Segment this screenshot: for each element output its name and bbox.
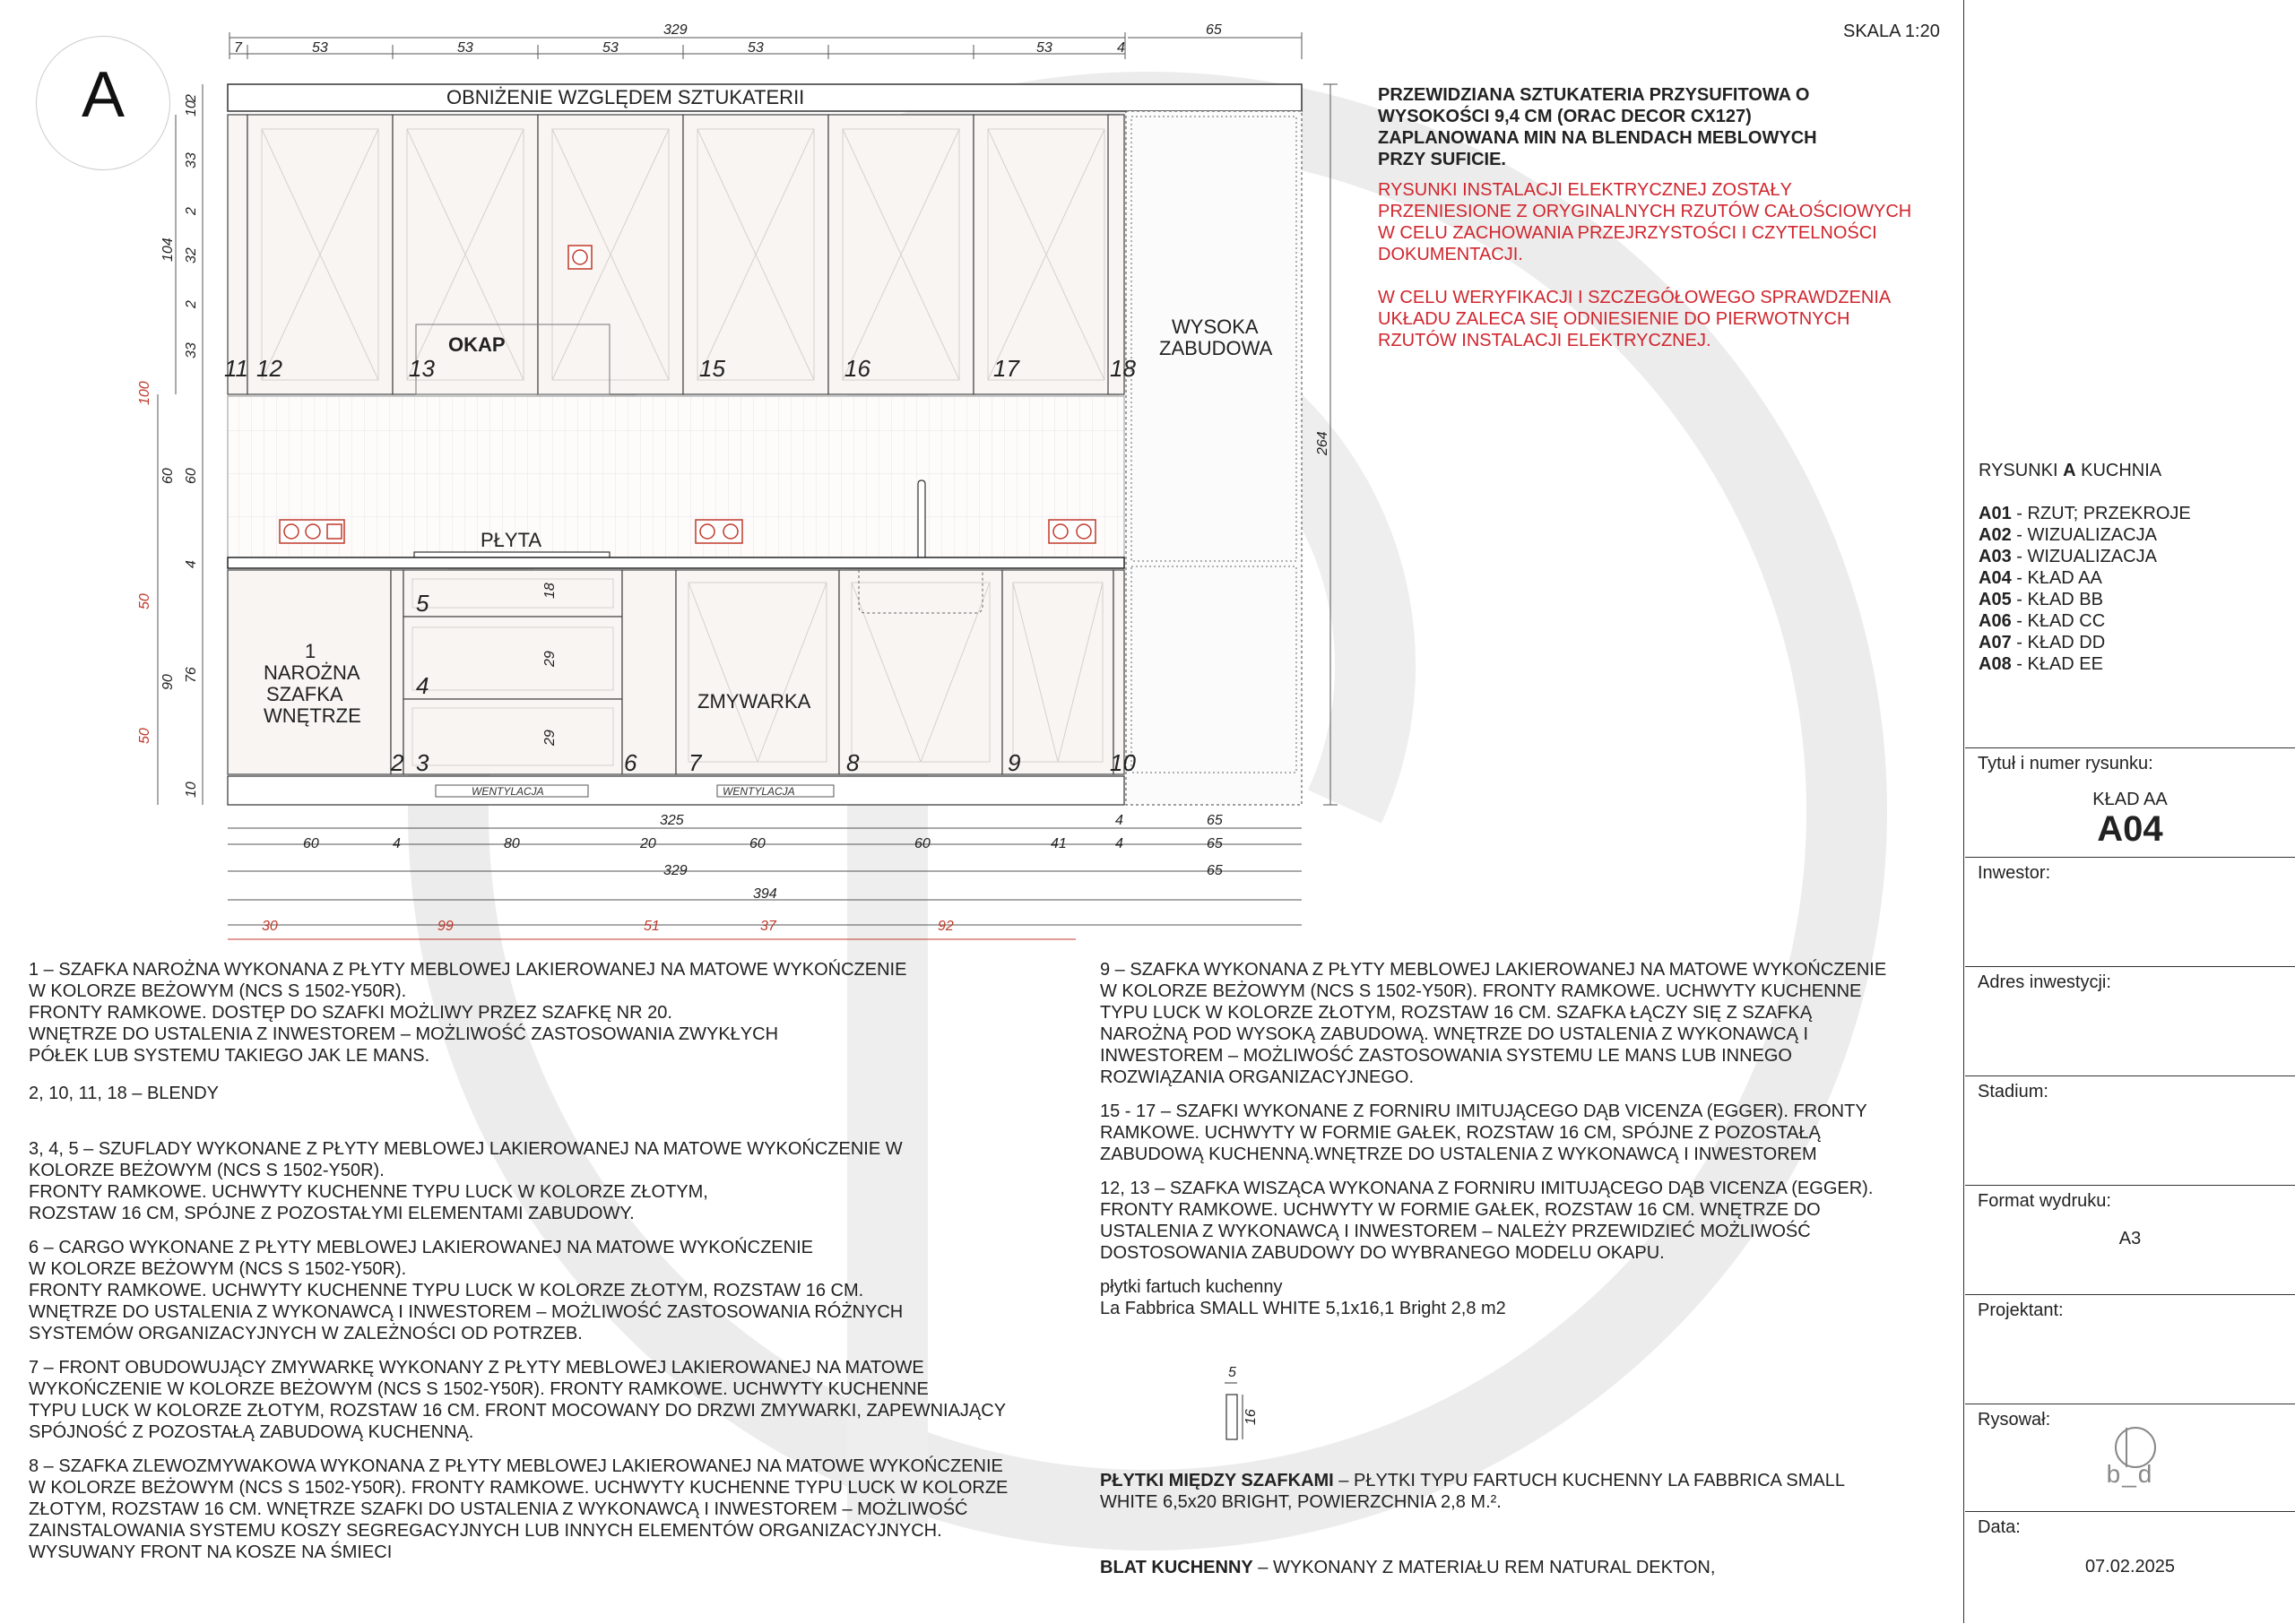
bottom-dim: 4 [393, 836, 401, 851]
bottom-dim: 4 [1115, 813, 1123, 828]
tile-dim: 16 [1243, 1409, 1259, 1425]
note-item: płytki fartuch kuchenny La Fabbrica SMALL WHITE 5,1x16,1 Bright 2,8 m2 [1100, 1277, 1506, 1318]
corner-label: 1 [305, 640, 316, 662]
title-name: KŁAD AA [2092, 790, 2168, 809]
cabinet-number: 10 [1110, 749, 1136, 776]
legend-item: A02 - WIZUALIZACJA [1979, 525, 2157, 545]
upper-cabinets [228, 115, 1124, 394]
corner-label: SZAFKA [266, 683, 343, 705]
cabinet-number: 5 [416, 590, 429, 617]
bottom-dim: 4 [1115, 836, 1123, 851]
format-value: A3 [2118, 1229, 2142, 1248]
bottom-dim-red: 51 [644, 919, 660, 934]
top-dim-seg: 53 [748, 40, 764, 56]
hob-label: PŁYTA [481, 529, 542, 551]
cabinet-number: 13 [409, 355, 435, 382]
left-dim: 2 [184, 300, 199, 308]
left-dim: 76 [184, 667, 199, 683]
bottom-dim: 329 [663, 863, 688, 878]
note-item: 6 – CARGO WYKONANE Z PŁYTY MEBLOWEJ LAKIEROWANEJ NA MATOWE WYKOŃCZENIE W KOLORZE BEŻOWYM (NCS S 1502-Y50R). FRONTY RAMKOWE. UCHWYTY KUCHENNE TYPU LUCK W KOLORZE ZŁOTYM, ROZSTAW 16 CM. WNĘTRZE DO USTALENIA Z WYKONAWCĄ I INWESTOREM – MOŻLIWOŚĆ ZASTOSOWANIA RÓŻNYCH SYSTEMÓW ORGANIZACYJNYCH W ZALEŻNOŚCI OD POTRZEB. [29, 1238, 904, 1343]
top-dim-right: 65 [1206, 22, 1222, 38]
cabinet-number: 3 [416, 749, 429, 776]
cabinet-number: 6 [624, 749, 637, 776]
counter-note [1100, 1557, 1952, 1578]
note-item: 1 – SZAFKA NAROŻNA WYKONANA Z PŁYTY MEBLOWEJ LAKIEROWANEJ NA MATOWE WYKOŃCZENIE W KOLORZE BEŻOWYM (NCS S 1502-Y50R). FRONTY RAMKOWE. DOSTĘP DO SZAFKI MOŻLIWY PRZEZ SZAFKĘ NR 20. WNĘTRZE DO USTALENIA Z INWESTOREM – MOŻLIWOŚĆ ZASTOSOWANIA ZWYKŁYCH PÓŁEK LUB SYSTEMU TAKIEGO JAK LE MANS. [29, 960, 907, 1066]
annotation-molding: PRZEWIDZIANA SZTUKATERIA PRZYSUFITOWA O WYSOKOŚCI 9,4 CM (ORAC DECOR CX127) ZAPLANOWANA MIN NA BLENDACH MEBLOWYCH PRZY SUFICIE. [1378, 85, 1817, 169]
top-dim-seg: 53 [312, 40, 328, 56]
legend-item: A06 - KŁAD CC [1979, 611, 2106, 631]
notes-right [1100, 959, 1961, 1319]
left-dim: 2 [184, 207, 199, 215]
note-item: 7 – FRONT OBUDOWUJĄCY ZMYWARKĘ WYKONANY Z PŁYTY MEBLOWEJ LAKIEROWANEJ NA MATOWE WYKOŃCZENIE W KOLORZE BEŻOWYM (NCS S 1502-Y50R). FRONTY RAMKOWE. UCHWYTY KUCHENNE TYPU LUCK W KOLORZE ZŁOTYM, ROZSTAW 16 CM. FRONT MOCOWANY DO DRZWI ZMYWARKI, ZAPEWNIAJĄCY SPÓJNOŚĆ Z POZOSTAŁĄ ZABUDOWĄ KUCHENNĄ. [29, 1358, 1007, 1442]
investor-cell: Inwestor: [1965, 857, 2295, 967]
bottom-dim-red: 30 [262, 919, 278, 934]
legend-item: A01 - RZUT; PRZEKROJE [1979, 504, 2191, 523]
annotation-electrical: RYSUNKI INSTALACJI ELEKTRYCZNEJ ZOSTAŁY PRZENIESIONE Z ORYGINALNYCH RZUTÓW CAŁOŚCIOWYCH W CELU ZACHOWANIA PRZEJRZYSTOŚCI I CZYTELNOŚCI DOKUMENTACJI. [1378, 180, 1912, 264]
note-item: 12, 13 – SZAFKA WISZĄCA WYKONANA Z FORNIRU IMITUJĄCEGO DĄB VICENZA (EGGER). FRONTY RAMKOWE. UCHWYTY W FORMIE GAŁEK, ROZSTAW 16 CM. WNĘTRZE DO USTALENIA Z WYKONAWCĄ I INWESTOREM – NALEŻY PRZEWIDZIEĆ MOŻLIWOŚĆ DOSTOSOWANIA ZABUDOWY DO WYBRANEGO MODELU OKAPU. [1100, 1179, 1874, 1263]
tiles-note-title: PŁYTKI MIĘDZY SZAFKAMI [1100, 1471, 1334, 1490]
top-dim-seg: 7 [234, 40, 242, 56]
counter-note-text: – WYKONANY Z MATERIAŁU REM NATURAL DEKTON, [1252, 1558, 1716, 1577]
height-dim: 264 [1315, 431, 1330, 455]
logo-text: b_d [2106, 1460, 2154, 1488]
sheet-letter-circle [36, 36, 170, 170]
designer-cell: Projektant: [1965, 1294, 2295, 1404]
drawing-legend [1979, 461, 2191, 675]
cabinet-number: 2 [391, 749, 404, 776]
tall-unit [1126, 111, 1302, 805]
date-cell: Data: 07.02.2025 [1965, 1511, 2295, 1624]
countertop [228, 557, 1124, 568]
cabinet-number: 8 [846, 749, 860, 776]
left-dim: 10 [184, 100, 199, 117]
bottom-dim: 65 [1207, 863, 1223, 878]
top-dim-seg: 53 [1036, 40, 1052, 56]
left-dim: 60 [160, 468, 176, 484]
title-cell: Tytuł i numer rysunku: KŁAD AA A04 [1965, 747, 2295, 858]
top-dim-seg: 53 [457, 40, 473, 56]
annotation-verification: W CELU WERYFIKACJI I SZCZEGÓŁOWEGO SPRAWDZENIA UKŁADU ZALECA SIĘ ODNIESIENIE DO PIERWOTNYCH RZUTÓW INSTALACJI ELEKTRYCZNEJ. [1378, 288, 1892, 350]
hob [414, 552, 610, 557]
bottom-dim: 60 [303, 836, 319, 851]
tall-unit-label: WYSOKA [1172, 315, 1259, 338]
notes-left [29, 959, 1096, 1563]
cabinet-number: 16 [844, 355, 870, 382]
corner-label: WNĘTRZE [264, 704, 361, 727]
bottom-dim-red: 99 [437, 919, 454, 934]
plinth [228, 776, 1124, 805]
left-dim-red: 50 [137, 593, 152, 609]
legend-item: A08 - KŁAD EE [1979, 654, 2103, 674]
stage-cell: Stadium: [1965, 1075, 2295, 1186]
cabinet-number: 7 [688, 749, 702, 776]
sheet-letter: A [81, 59, 126, 131]
bottom-dim: 60 [914, 836, 931, 851]
cabinet-number: 17 [993, 355, 1019, 382]
cabinet-number: 4 [416, 672, 429, 699]
bottom-dim: 394 [753, 886, 777, 902]
drawer-dim: 29 [542, 651, 558, 667]
bottom-dim-red: 92 [938, 919, 954, 934]
legend-item: A05 - KŁAD BB [1979, 590, 2103, 609]
cabinet-number: 12 [256, 355, 282, 382]
tiles-note [1100, 1470, 1952, 1513]
left-dim: 33 [184, 152, 199, 168]
left-dim-red: 50 [137, 728, 152, 744]
hood-label: OKAP [448, 333, 506, 356]
cabinet-number: 18 [1110, 355, 1136, 382]
tall-unit-label: ZABUDOWA [1159, 337, 1273, 359]
bottom-dim: 65 [1207, 813, 1223, 828]
note-item: 15 - 17 – SZAFKI WYKONANE Z FORNIRU IMITUJĄCEGO DĄB VICENZA (EGGER). FRONTY RAMKOWE. UCHWYTY W FORMIE GAŁEK, ROZSTAW 16 CM, SPÓJNE Z POZOSTAŁĄ ZABUDOWĄ KUCHENNĄ.WNĘTRZE DO USTALENIA Z WYKONAWCĄ I INWESTOREM [1100, 1101, 1867, 1164]
legend-title: RYSUNKI A KUCHNIA [1979, 461, 2162, 480]
left-dim: 33 [184, 342, 199, 358]
format-cell: Format wydruku: A3 [1965, 1185, 2295, 1295]
faucet [918, 480, 925, 557]
bottom-dim: 60 [749, 836, 766, 851]
note-item: 8 – SZAFKA ZLEWOZMYWAKOWA WYKONANA Z PŁYTY MEBLOWEJ LAKIEROWANEJ NA MATOWE WYKOŃCZENIE W KOLORZE BEŻOWYM (NCS S 1502-Y50R). FRONTY RAMKOWE. UCHWYTY KUCHENNE TYPU LUCK W KOLORZE ZŁOTYM, ROZSTAW 16 CM. WNĘTRZE SZAFKI DO USTALENIA Z WYKONAWCĄ I INWESTOREM – MOŻLIWOŚĆ ZAINSTALOWANIA SYSTEMU KOSZY SEGREGACYJNYCH LUB INNYCH ELEMENTÓW ORGANIZACYJNYCH. WYSUWANY FRONT NA KOSZE NA ŚMIECI [29, 1456, 1009, 1562]
left-dim: 104 [160, 238, 176, 262]
legend-item: A03 - WIZUALIZACJA [1979, 547, 2157, 566]
bottom-dim-red: 37 [760, 919, 776, 934]
soffit-label: OBNIŻENIE WZGLĘDEM SZTUKATERII [446, 86, 805, 108]
bottom-dim: 20 [640, 836, 656, 851]
left-dim: 32 [184, 247, 199, 263]
top-dim-seg: 53 [602, 40, 619, 56]
legend-item: A04 - KŁAD AA [1979, 568, 2102, 588]
scale-label: SKALA 1:20 [1843, 22, 1940, 41]
bottom-dim: 41 [1051, 836, 1067, 851]
tile-dim: 5 [1228, 1365, 1236, 1380]
backsplash-tiles [228, 396, 1124, 557]
top-dimension [230, 32, 1302, 59]
drawer-dim: 18 [542, 583, 558, 599]
counter-note-title: BLAT KUCHENNY [1100, 1558, 1253, 1577]
title-number: A04 [2097, 809, 2163, 849]
tiles-note-text: – PŁYTKI TYPU FARTUCH KUCHENNY LA FABBRICA SMALL WHITE 6,5x20 BRIGHT, POWIERZCHNIA 2,8 M.². [1100, 1471, 1845, 1512]
left-dim-red: 100 [137, 381, 152, 405]
note-item: 2, 10, 11, 18 – BLENDY [29, 1084, 219, 1103]
corner-label: NAROŻNA [264, 661, 360, 684]
drawn-cell: Rysował: b_d [1965, 1404, 2295, 1512]
dishwasher-label: ZMYWARKA [697, 690, 811, 713]
note-item: 3, 4, 5 – SZUFLADY WYKONANE Z PŁYTY MEBLOWEJ LAKIEROWANEJ NA MATOWE WYKOŃCZENIE W KOLORZE BEŻOWYM (NCS S 1502-Y50R). FRONTY RAMKOWE. UCHWYTY KUCHENNE TYPU LUCK W KOLORZE ZŁOTYM, ROZSTAW 16 CM, SPÓJNE Z POZOSTAŁYMI ELEMENTAMI ZABUDOWY. [29, 1139, 903, 1223]
bottom-dim: 325 [660, 813, 684, 828]
legend-item: A07 - KŁAD DD [1979, 633, 2106, 652]
note-item: 9 – SZAFKA WYKONANA Z PŁYTY MEBLOWEJ LAKIEROWANEJ NA MATOWE WYKOŃCZENIE W KOLORZE BEŻOWYM (NCS S 1502-Y50R). FRONTY RAMKOWE. UCHWYTY KUCHENNE TYPU LUCK W KOLORZE ZŁOTYM, ROZSTAW 16 CM. SZAFKA ŁĄCZY SIĘ Z SZAFKĄ NAROŻNĄ POD WYSOKĄ ZABUDOWĄ. WNĘTRZE DO USTALENIA Z WYKONAWCĄ I INWESTOREM – MOŻLIWOŚĆ ZASTOSOWANIA SYSTEMU LE MANS LUB INNEGO ROZWIĄZANIA ORGANIZACYJNEGO. [1100, 960, 1887, 1087]
left-dim: 90 [160, 674, 176, 690]
left-dim: 4 [184, 560, 199, 568]
drawer-dim: 29 [542, 730, 558, 746]
left-dim: 10 [184, 782, 199, 798]
left-dim: 2 [184, 94, 199, 102]
address-cell: Adres inwestycji: [1965, 966, 2295, 1076]
top-dim-overall: 329 [663, 22, 688, 38]
vent-label: WENTYLACJA [723, 785, 795, 798]
cabinet-number: 15 [699, 355, 725, 382]
cabinet-number: 11 [224, 355, 248, 382]
vent-label: WENTYLACJA [472, 785, 544, 798]
date-value: 07.02.2025 [2084, 1557, 2176, 1576]
bottom-dim: 65 [1207, 836, 1223, 851]
cabinet-number: 9 [1008, 749, 1021, 776]
top-dim-seg: 4 [1117, 40, 1125, 56]
left-dim: 60 [184, 468, 199, 484]
bottom-dim: 80 [504, 836, 520, 851]
